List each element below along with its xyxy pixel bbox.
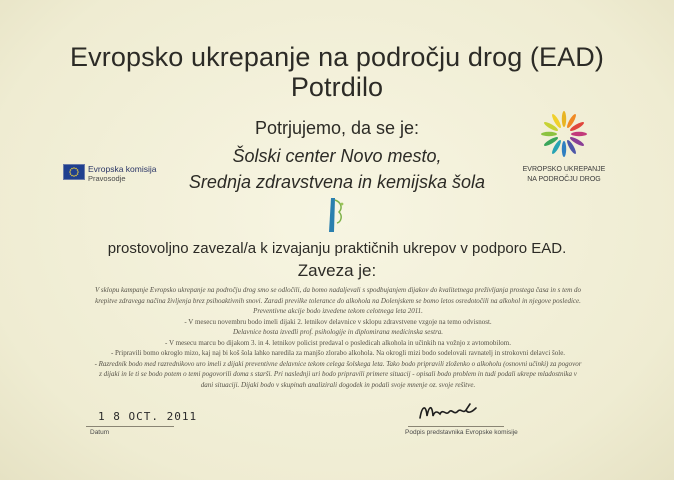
recipient-name: Šolski center Novo mesto, (232, 146, 442, 166)
confirm-heading: Potrjujemo, da se je: (254, 118, 420, 138)
ead-logo-line2: NA PODROČJU DROG (527, 176, 601, 183)
pledge-text (40, 285, 636, 390)
date-stamp: 1 8 OCT. 2011 (98, 410, 198, 423)
center-emblem-icon (325, 196, 349, 239)
pledge-line: V sklopu kampanje Evropsko ukrepanje na področju drog smo se odločili, da bomo nadaljevali s spodbujanjem dijakov do kvalitetnega preživljanja prostega časa in s tem do (95, 286, 581, 294)
signature-underline (408, 426, 504, 427)
pledge-line: - V mesecu marcu bo dijakom 3. in 4. letnikov policist predaval o posledicah alkohola in učinkih na vožnjo z avtomobilom. (165, 338, 511, 347)
pledge-heading: Zaveza je: (297, 261, 377, 280)
signature-label: Podpis predstavnika Evropske komisije (405, 429, 518, 436)
pledge-line: - V mesecu novembru bodo imeli dijaki 2. letnikov delavnice v sklopu zdravstvene vzgoje na temo odvisnost. (184, 317, 492, 326)
date-underline (86, 426, 174, 427)
volunteer-statement: prostovoljno zavezal/a k izvajanju praktičnih ukrepov v podporo EAD. (107, 240, 567, 257)
pledge-line: Preventivne akcije bodo izvedene tekom celotnega leta 2011. (253, 307, 423, 315)
pledge-line: z dijaki in le ti se bodo potem o temi pogovorili doma s starši. Pri naslednji uri bodo pripravili primere situacij - opisali bodo problem in tudi podali ukrepe mladostnika v (99, 370, 577, 378)
certificate-subtitle: Potrdilo (290, 72, 384, 102)
ec-name: Evropska komisija (88, 164, 157, 174)
signature-icon (418, 398, 482, 429)
certificate-title: Evropsko ukrepanje na področju drog (EAD) (70, 42, 604, 72)
date-label: Datum (90, 429, 110, 436)
recipient-school: Srednja zdravstvena in kemijska šola (188, 172, 486, 192)
pledge-line: krepitve zdravega načina življenja brez psihoaktivnih snovi. Zaradi previlke tolerance do alkohola na Dolenjskem se bomo letos osredotočili na alkohol in njegove posledice. (95, 296, 581, 305)
ead-logo-line1: EVROPSKO UKREPANJE (522, 166, 606, 173)
pledge-line: - Pripravili bomo okroglo mizo, kaj naj bi koš šola lahko naredila za manjšo zlorabo alkohola. Na okrogli mizi bodo sodelovali ravnatelj in strokovni delavci šole. (110, 349, 566, 357)
pledge-line: Delavnice bosta izvedli prof. psihologije in diplomirana medicinska sestra. (232, 328, 444, 336)
ec-department: Pravosodje (88, 174, 126, 183)
pledge-line: - Razrednik bodo med razrednikovo uro imeli z dijaki preventivne delavnice tekom celega šolskega leta. Tako bodo pripravili zloženko o alkoholu (osnovni učinki) za pogovor (94, 359, 582, 368)
pledge-line: dani situaciji. Dijaki bodo v skupinah analizirali dogodek in podali svoje mnenje oz. svoje rešitve. (200, 380, 476, 389)
